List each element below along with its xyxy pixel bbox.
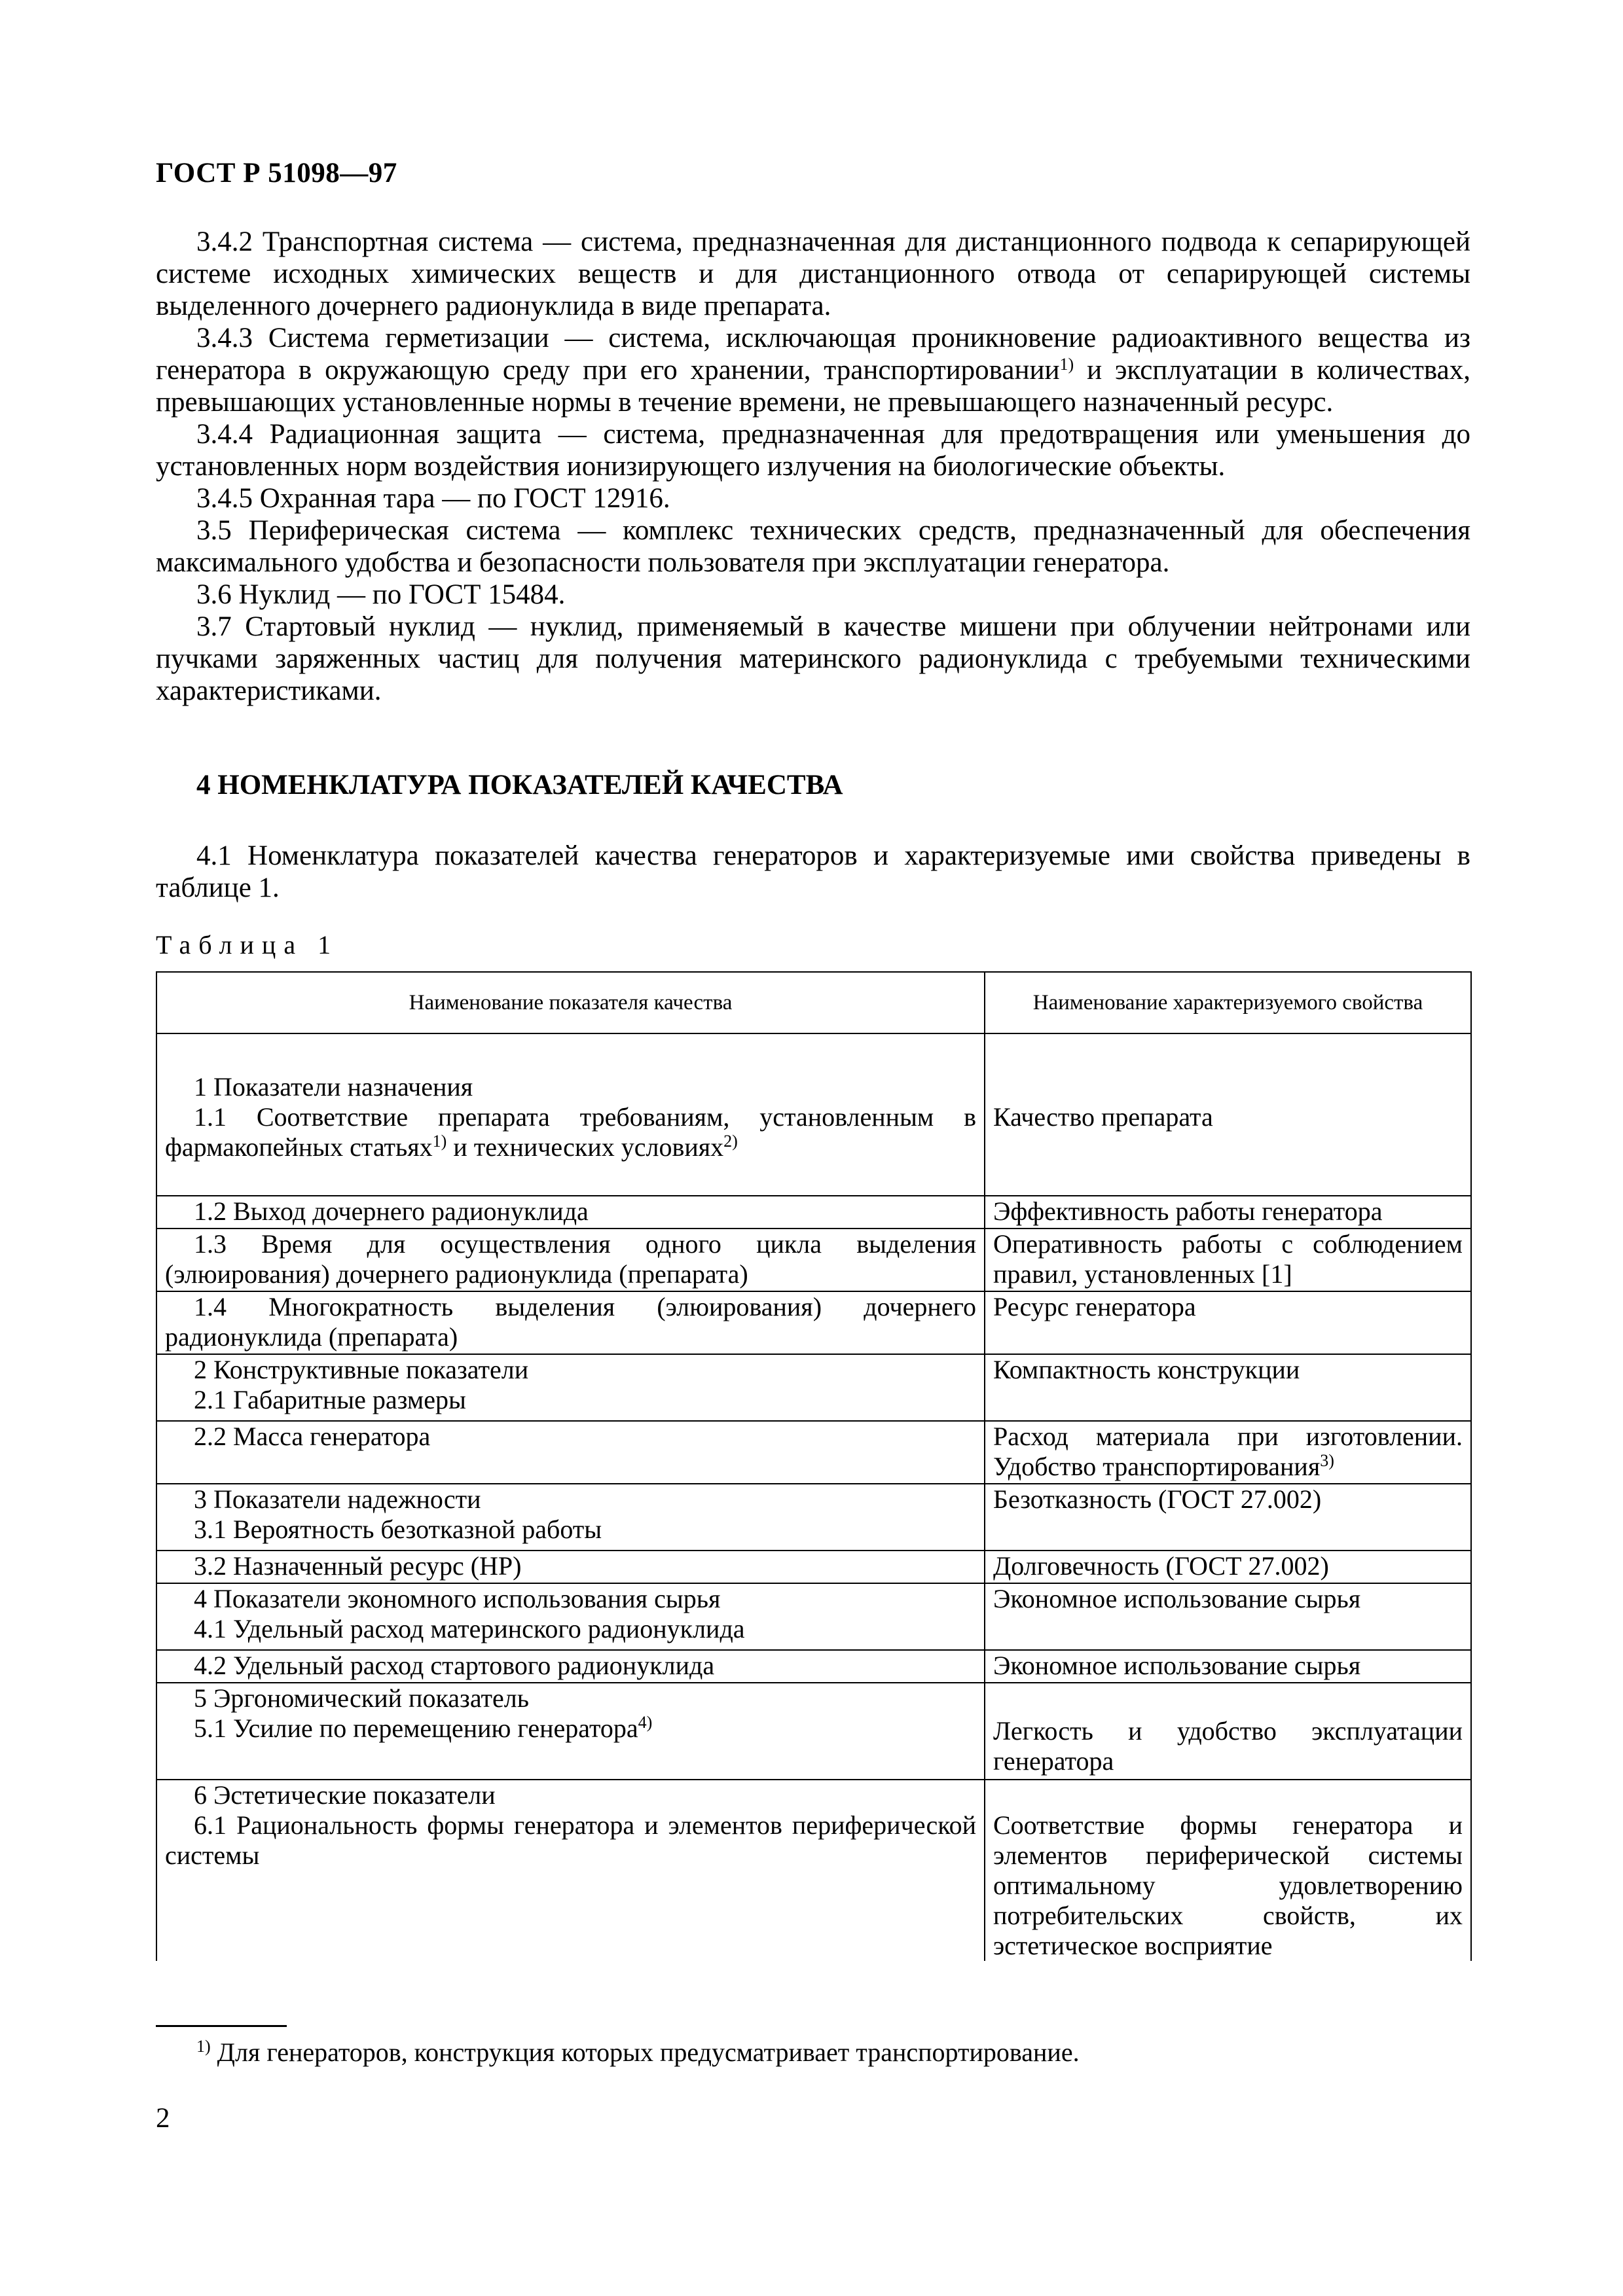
paragraph-3-4-2: 3.4.2 Транспортная система — система, предназначенная для дистанционного подвода к сепарирующей системе исходных химических веществ и для дистанционного отвода от сепарирующей системы выделенного дочернего радионуклида в виде препарата.	[156, 226, 1470, 321]
group-title: 2 Конструктивные показатели	[194, 1355, 529, 1384]
table-cell	[985, 1354, 1471, 1421]
table-row	[156, 1354, 1471, 1421]
indicator-text: 4.2 Удельный расход стартового радионуклида	[194, 1651, 715, 1680]
table-cell	[156, 1033, 985, 1196]
group-title: 4 Показатели экономного использования сырья	[194, 1584, 721, 1613]
indicator-text: 1.3 Время для осуществления одного цикла выделения (элюирования) дочернего радионуклида (препарата)	[165, 1229, 976, 1289]
property-text: Ресурс генератора	[993, 1292, 1196, 1321]
table-cell	[156, 1354, 985, 1421]
table-cell	[156, 1291, 985, 1354]
definitions-block	[156, 226, 1470, 707]
table-cell	[156, 1583, 985, 1650]
column-header-indicator: Наименование показателя качества	[156, 972, 985, 1033]
section-4-heading: 4 НОМЕНКЛАТУРА ПОКАЗАТЕЛЕЙ КАЧЕСТВА	[196, 770, 843, 800]
property-text: Легкость и удобство эксплуатации генератора	[993, 1716, 1463, 1776]
indicator-text: 4.1 Удельный расход материнского радионуклида	[194, 1614, 745, 1643]
indicator-text: 2.1 Габаритные размеры	[194, 1385, 466, 1414]
footnote-ref: 1)	[1059, 355, 1074, 374]
paragraph-3-7: 3.7 Стартовый нуклид — нуклид, применяемый в качестве мишени при облучении нейтронами или пучками заряженных частиц для получения материнского радионуклида с требуемыми техническими характеристиками.	[156, 611, 1470, 706]
table-row	[156, 1291, 1471, 1354]
section-4-intro	[156, 840, 1470, 904]
table-cell	[985, 1551, 1471, 1583]
paragraph-3-4-3	[156, 322, 1470, 418]
column-header-property: Наименование характеризуемого свойства	[985, 972, 1471, 1033]
table-row	[156, 1650, 1471, 1683]
indicator-text	[165, 1713, 976, 1744]
indicator-text-part: 5.1 Усилие по перемещению генератора	[194, 1713, 638, 1743]
table-cell	[156, 1650, 985, 1683]
table-row	[156, 1196, 1471, 1229]
indicator-text: 1.2 Выход дочернего радионуклида	[194, 1196, 589, 1226]
page-number: 2	[156, 2103, 170, 2134]
table-cell	[985, 1033, 1471, 1196]
paragraph-3-4-5: 3.4.5 Охранная тара — по ГОСТ 12916.	[196, 483, 670, 514]
property-text: Качество препарата	[993, 1102, 1213, 1132]
property-text: Безотказность (ГОСТ 27.002)	[993, 1484, 1322, 1514]
indicator-text-part: 1.1 Соответствие препарата требованиям, установленным в фармакопейных статьях	[165, 1102, 976, 1162]
property-text: Компактность конструкции	[993, 1355, 1300, 1384]
property-text-part: Расход материала при изготовлении. Удобство транспортирования	[993, 1422, 1463, 1481]
table-row	[156, 1551, 1471, 1583]
footnote-ref: 1)	[432, 1132, 447, 1151]
property-text: Оперативность работы с соблюдением правил, установленных [1]	[993, 1229, 1463, 1289]
paragraph-3-4-3-part-b: и эксплуатации в количествах, превышающих установленные нормы в течение времени, не превышающего назначенный ресурс.	[156, 355, 1470, 418]
standard-code-header: ГОСТ Р 51098—97	[156, 158, 397, 188]
property-text	[993, 1422, 1463, 1482]
footnote-ref: 2)	[723, 1132, 738, 1151]
footnote-ref: 4)	[638, 1713, 653, 1732]
table-cell	[156, 1484, 985, 1551]
footnote	[196, 2037, 1080, 2068]
table-cell	[985, 1196, 1471, 1229]
table-cell	[985, 1780, 1471, 1961]
table-cell	[985, 1650, 1471, 1683]
indicator-text: 3.2 Назначенный ресурс (НР)	[194, 1551, 522, 1581]
table-cell	[985, 1229, 1471, 1291]
table-cell	[156, 1551, 985, 1583]
table-caption: Таблица 1	[156, 930, 339, 960]
paragraph-3-4-3-part-a: 3.4.3 Система герметизации — система, исключающая проникновение радиоактивного вещества из генератора в окружающую среду при его хранении, транспортировании	[156, 323, 1470, 386]
indicator-text: 1.4 Многократность выделения (элюирования) дочернего радионуклида (препарата)	[165, 1292, 976, 1352]
paragraph-3-6: 3.6 Нуклид — по ГОСТ 15484.	[196, 579, 566, 610]
quality-indicators-table	[156, 971, 1472, 1961]
paragraph-3-4-4: 3.4.4 Радиационная защита — система, предназначенная для предотвращения или уменьшения до установленных норм воздействия ионизирующего излучения на биологические объекты.	[156, 419, 1470, 482]
table-cell	[156, 1229, 985, 1291]
table-cell	[985, 1683, 1471, 1780]
table-row	[156, 1583, 1471, 1650]
footnote-ref: 3)	[1320, 1451, 1334, 1470]
property-text: Соответствие формы генератора и элементов периферической системы оптимальному удовлетворению потребительских свойств, их эстетическое восприятие	[993, 1810, 1463, 1960]
indicator-text: 6.1 Рациональность формы генератора и элементов периферической системы	[165, 1810, 976, 1870]
table-row	[156, 1683, 1471, 1780]
table-header-row	[156, 972, 1471, 1033]
table-row	[156, 1421, 1471, 1484]
table-cell	[985, 1484, 1471, 1551]
group-title: 5 Эргономический показатель	[194, 1683, 529, 1713]
table-row	[156, 1033, 1471, 1196]
indicator-text	[165, 1102, 976, 1162]
property-text: Эффективность работы генератора	[993, 1196, 1383, 1226]
table-cell	[156, 1683, 985, 1780]
table-row	[156, 1780, 1471, 1961]
paragraph-3-5: 3.5 Периферическая система — комплекс технических средств, предназначенный для обеспечения максимального удобства и безопасности пользователя при эксплуатации генератора.	[156, 515, 1470, 578]
table-row	[156, 1229, 1471, 1291]
table-cell	[985, 1291, 1471, 1354]
indicator-text: 2.2 Масса генератора	[194, 1422, 431, 1451]
group-title: 1 Показатели назначения	[194, 1072, 473, 1102]
footnote-marker: 1)	[196, 2037, 211, 2056]
table-row	[156, 1484, 1471, 1551]
property-text: Долговечность (ГОСТ 27.002)	[993, 1551, 1329, 1581]
property-text: Экономное использование сырья	[993, 1584, 1361, 1613]
footnote-divider	[156, 2025, 287, 2027]
table-cell	[985, 1421, 1471, 1484]
indicator-text-part: и технических условиях	[447, 1132, 724, 1162]
group-title: 6 Эстетические показатели	[194, 1780, 496, 1810]
indicator-text: 3.1 Вероятность безотказной работы	[194, 1515, 602, 1544]
property-text: Экономное использование сырья	[993, 1651, 1361, 1680]
footnote-text: Для генераторов, конструкция которых предусматривает транспортирование.	[210, 2037, 1080, 2067]
table-cell	[985, 1583, 1471, 1650]
table-cell	[156, 1780, 985, 1961]
paragraph-4-1: 4.1 Номенклатура показателей качества генераторов и характеризуемые ими свойства приведены в таблице 1.	[156, 840, 1470, 903]
table-cell	[156, 1421, 985, 1484]
group-title: 3 Показатели надежности	[194, 1484, 481, 1514]
table-cell	[156, 1196, 985, 1229]
